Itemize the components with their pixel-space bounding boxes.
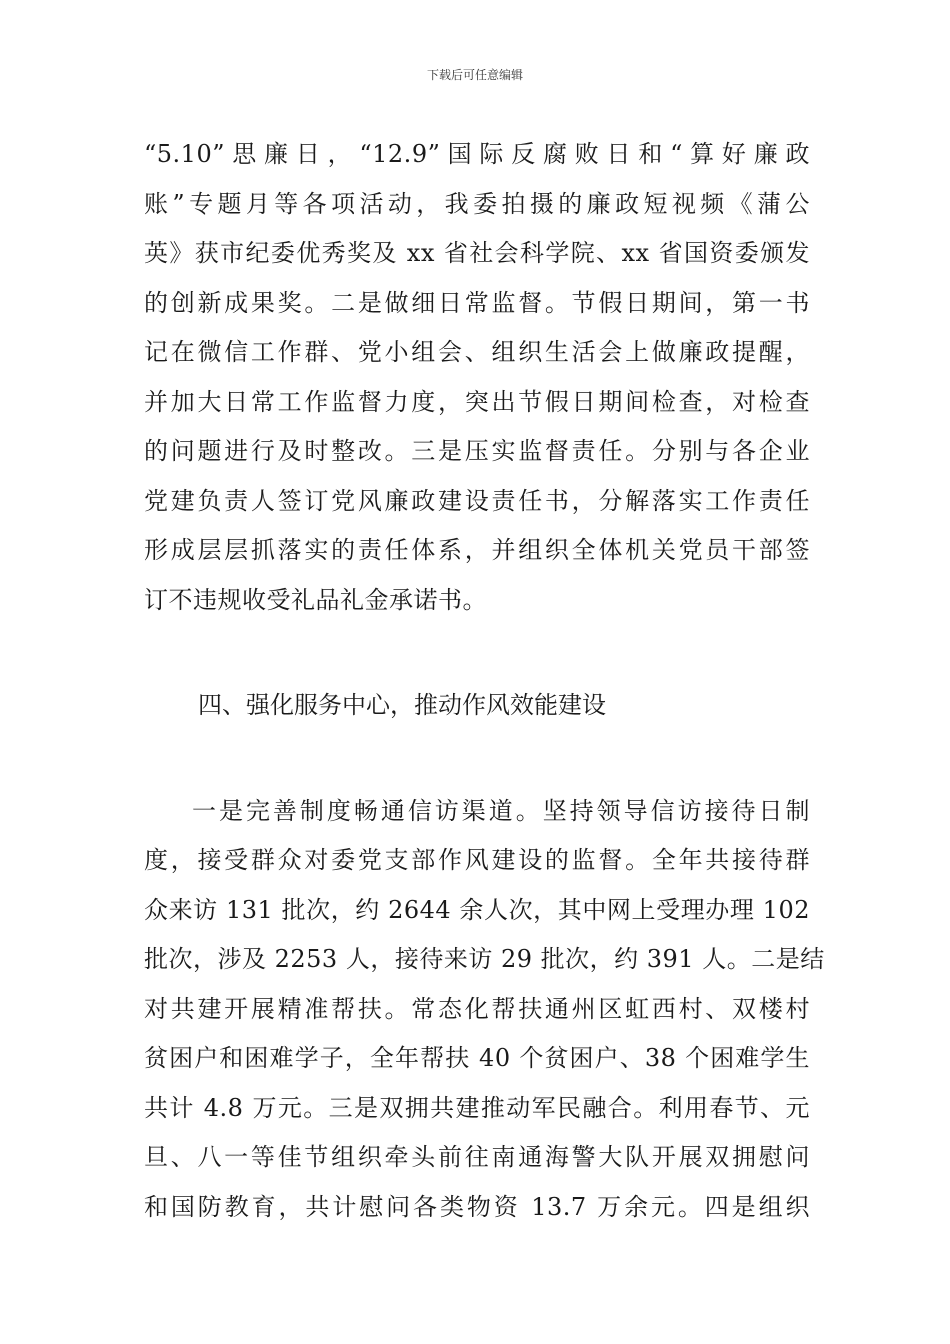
document-body [144, 130, 825, 1232]
paragraph-line: 贫困户和困难学子，全年帮扶 40 个贫困户、38 个困难学生 [144, 1044, 810, 1072]
paragraph-line: 批次，涉及 2253 人，接待来访 29 批次，约 391 人。二是结 [144, 945, 825, 973]
paragraph-line: 形成层层抓落实的责任体系，并组织全体机关党员干部签 [144, 536, 810, 564]
paragraph-line: 订不违规收受礼品礼金承诺书。 [144, 585, 487, 614]
paragraph-line: 的问题进行及时整改。三是压实监督责任。分别与各企业 [144, 437, 810, 465]
paragraph-line: 党建负责人签订党风廉政建设责任书，分解落实工作责任 [144, 486, 810, 515]
paragraph-oversight [144, 130, 810, 625]
header-note: 下载后可任意编辑 [426, 68, 523, 82]
paragraph-line: 英》获市纪委优秀奖及 xx 省社会科学院、xx 省国资委颁发 [144, 239, 810, 267]
paragraph-line: 共计 4.8 万元。三是双拥共建推动军民融合。利用春节、元 [144, 1093, 810, 1122]
paragraph-line: 度，接受群众对委党支部作风建设的监督。全年共接待群 [144, 846, 810, 874]
paragraph-line: 账”专题月等各项活动，我委拍摄的廉政短视频《蒲公 [144, 189, 810, 218]
paragraph-line: 的创新成果奖。二是做细日常监督。节假日期间，第一书 [144, 288, 810, 317]
paragraph-service [144, 787, 825, 1233]
paragraph-line: 对共建开展精准帮扶。常态化帮扶通州区虹西村、双楼村 [144, 994, 810, 1023]
section-spacer [144, 625, 810, 681]
section-spacer [144, 731, 810, 787]
section-heading: 四、强化服务中心，推动作风效能建设 [198, 691, 606, 719]
paragraph-line: 旦、八一等佳节组织牵头前往南通海警大队开展双拥慰问 [144, 1143, 810, 1171]
paragraph-line: 一是完善制度畅通信访渠道。坚持领导信访接待日制 [192, 796, 810, 825]
paragraph-line: 并加大日常工作监督力度，突出节假日期间检查，对检查 [144, 387, 810, 416]
paragraph-line: 记在微信工作群、党小组会、组织生活会上做廉政提醒， [144, 338, 810, 366]
paragraph-line: “5.10”思廉日，“12.9”国际反腐败日和“算好廉政 [144, 140, 810, 168]
paragraph-line: 和国防教育，共计慰问各类物资 13.7 万余元。四是组织 [144, 1192, 810, 1221]
paragraph-line: 众来访 131 批次，约 2644 余人次，其中网上受理办理 102 [144, 895, 810, 924]
